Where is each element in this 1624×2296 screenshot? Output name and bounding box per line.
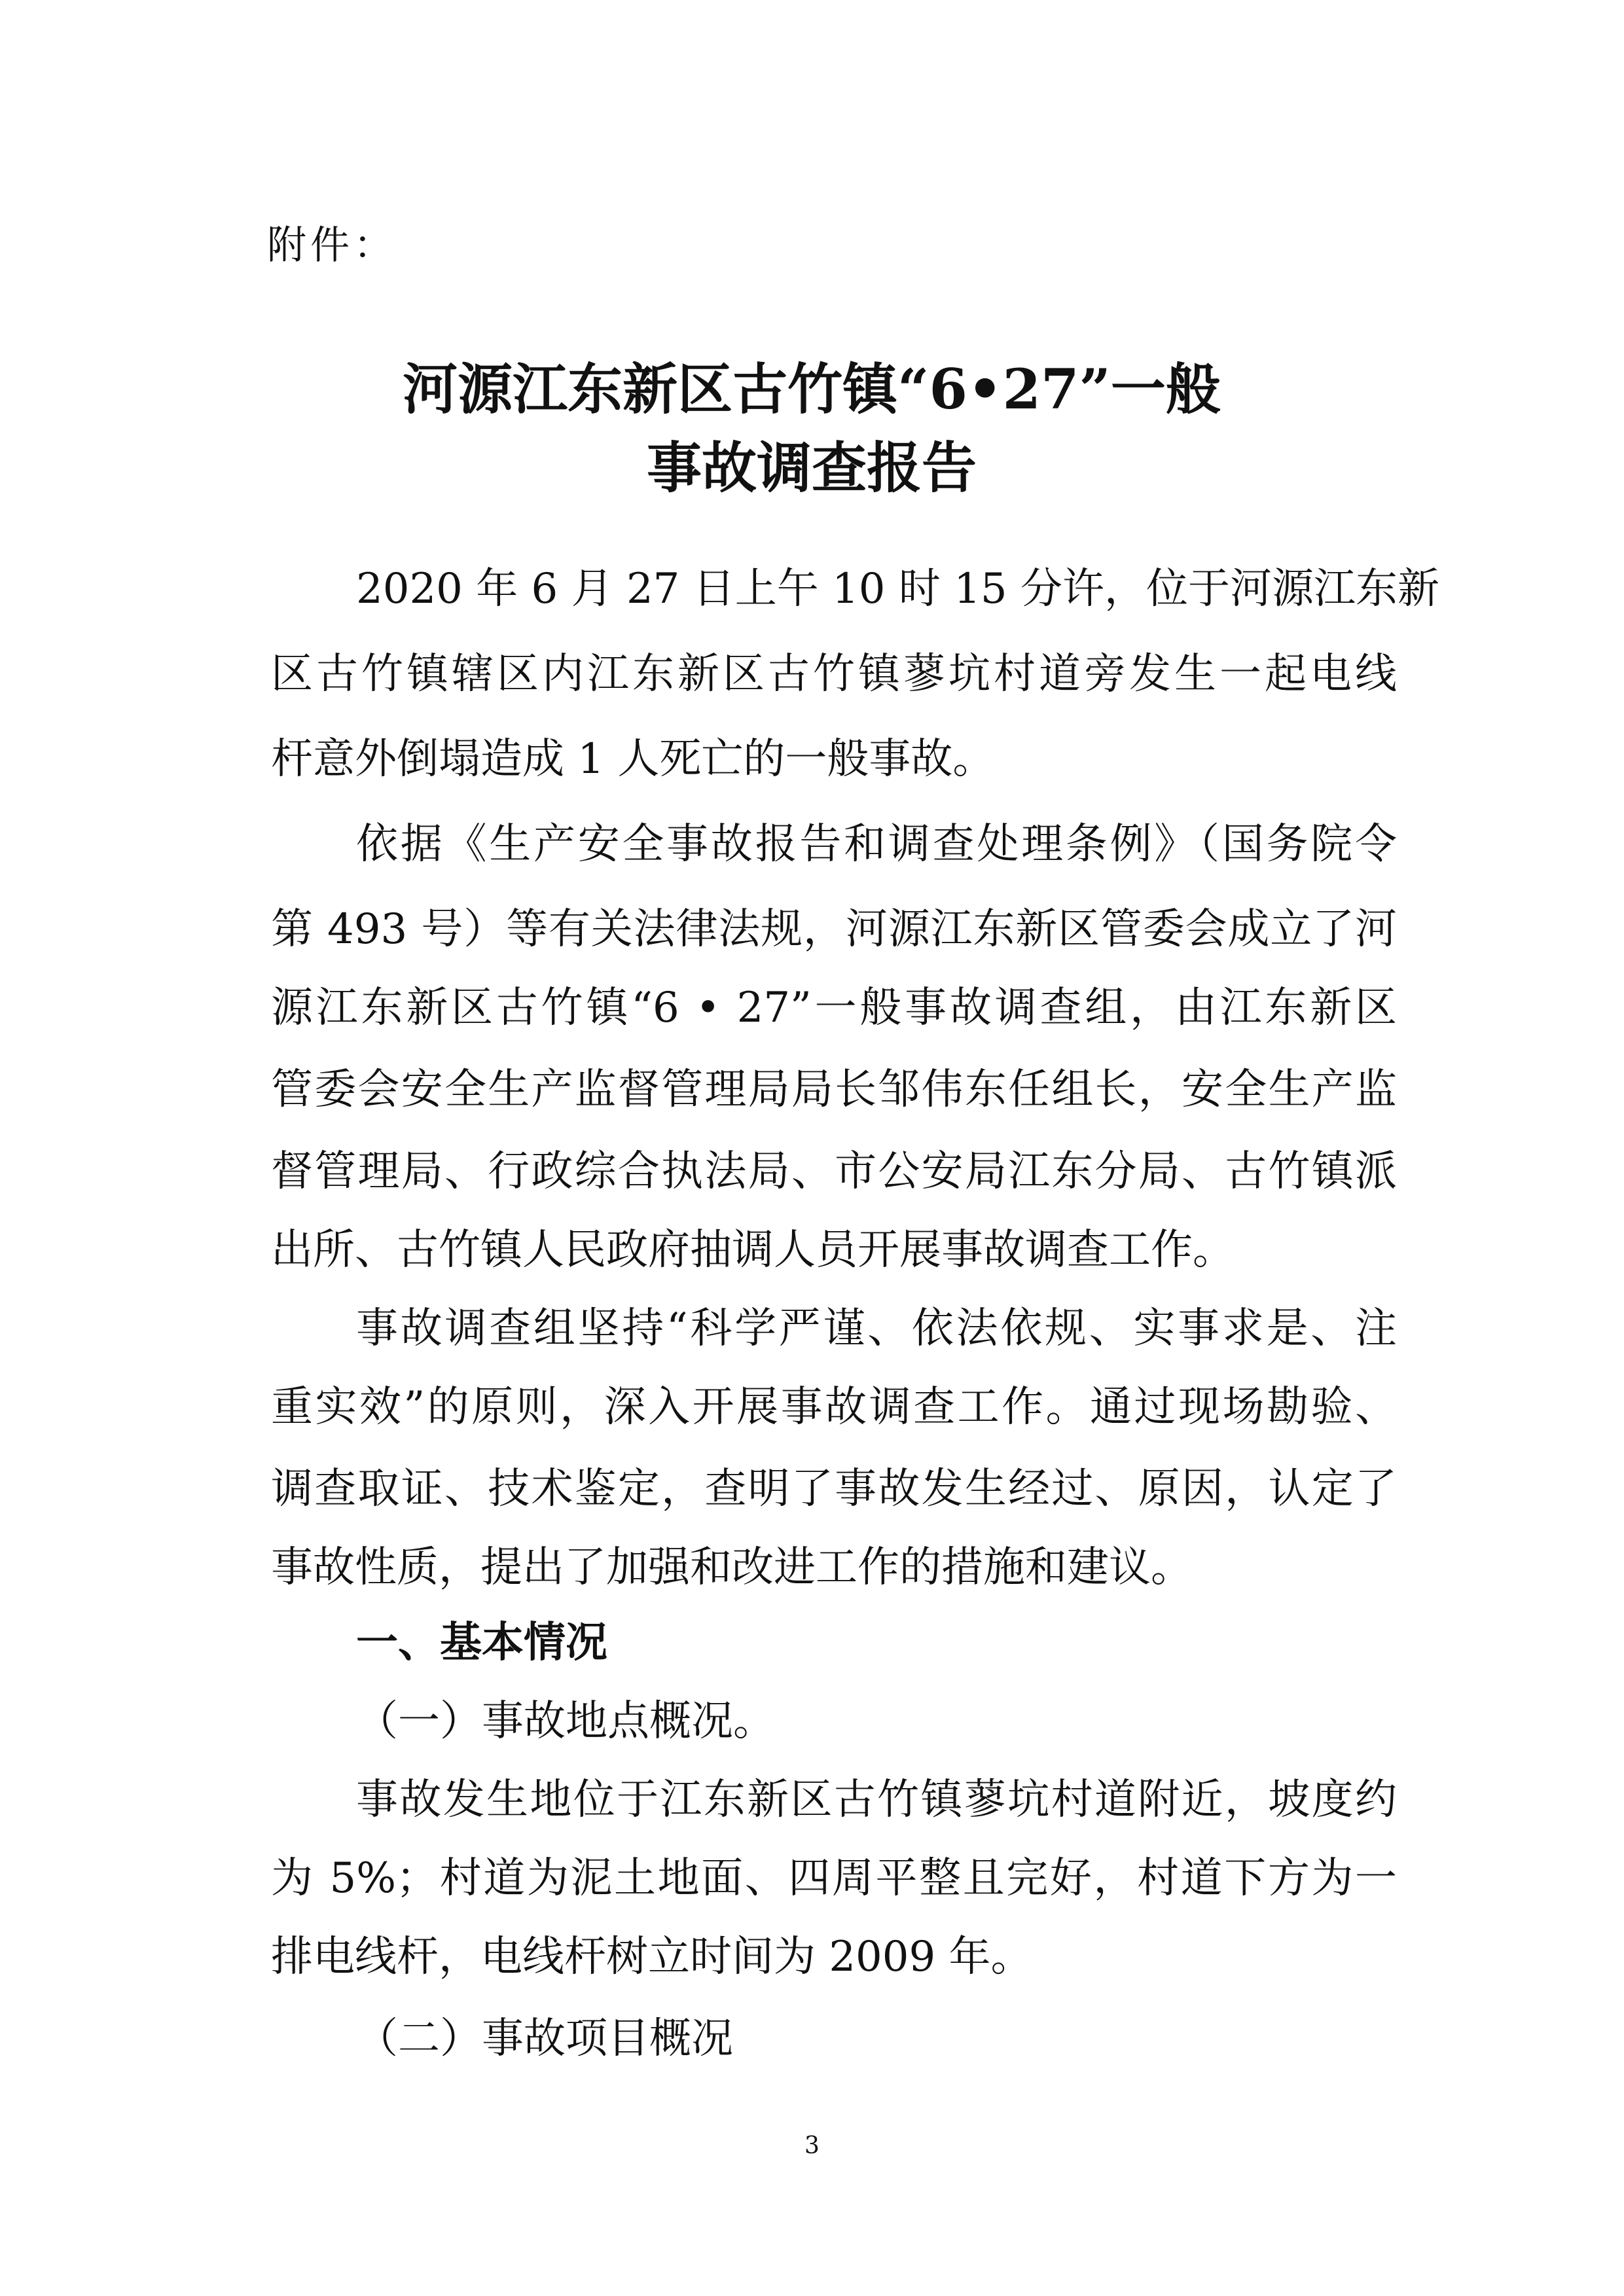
subheading-accident-location: （一）事故地点概况。: [356, 1697, 775, 1746]
paragraph-2-line-3: 源江东新区古竹镇“6 • 27”一般事故调查组，由江东新区: [271, 984, 1397, 1032]
paragraph-1-line-3: 杆意外倒塌造成 1 人死亡的一般事故。: [271, 735, 995, 783]
paragraph-4-line-1: 事故发生地位于江东新区古竹镇蓼坑村道附近，坡度约: [356, 1776, 1397, 1824]
attachment-label: 附件：: [267, 223, 397, 268]
paragraph-1-line-1: 2020 年 6 月 27 日上午 10 时 15 分许，位于河源江东新: [356, 565, 1439, 613]
paragraph-3-line-3: 调查取证、技术鉴定，查明了事故发生经过、原因，认定了: [271, 1465, 1397, 1513]
paragraph-2-line-6: 出所、古竹镇人民政府抽调人员开展事故调查工作。: [271, 1226, 1235, 1274]
section-heading-basic-situation: 一、基本情况: [356, 1618, 607, 1667]
paragraph-2-line-1: 依据《生产安全事故报告和调查处理条例》（国务院令: [356, 820, 1397, 869]
paragraph-2-line-4: 管委会安全生产监督管理局局长邹伟东任组长，安全生产监: [271, 1066, 1397, 1114]
subheading-project-overview: （二）事故项目概况: [356, 2015, 733, 2063]
paragraph-4-line-3: 排电线杆，电线杆树立时间为 2009 年。: [271, 1933, 1033, 1981]
paragraph-3-line-2: 重实效”的原则，深入开展事故调查工作。通过现场勘验、: [271, 1383, 1397, 1431]
paragraph-3-line-4: 事故性质，提出了加强和改进工作的措施和建议。: [271, 1543, 1193, 1592]
paragraph-4-line-2: 为 5%；村道为泥土地面、四周平整且完好，村道下方为一: [271, 1854, 1397, 1903]
paragraph-2-line-2: 第 493 号）等有关法律法规，河源江东新区管委会成立了河: [271, 905, 1397, 954]
paragraph-2-line-5: 督管理局、行政综合执法局、市公安局江东分局、古竹镇派: [271, 1147, 1397, 1196]
paragraph-1-line-2: 区古竹镇辖区内江东新区古竹镇蓼坑村道旁发生一起电线: [271, 650, 1397, 698]
report-title-line-2: 事故调查报告: [646, 435, 977, 500]
page-number: 3: [804, 2132, 820, 2159]
report-title-line-1: 河源江东新区古竹镇“6•27”一般: [403, 357, 1221, 422]
paragraph-3-line-1: 事故调查组坚持“科学严谨、依法依规、实事求是、注: [356, 1304, 1397, 1353]
